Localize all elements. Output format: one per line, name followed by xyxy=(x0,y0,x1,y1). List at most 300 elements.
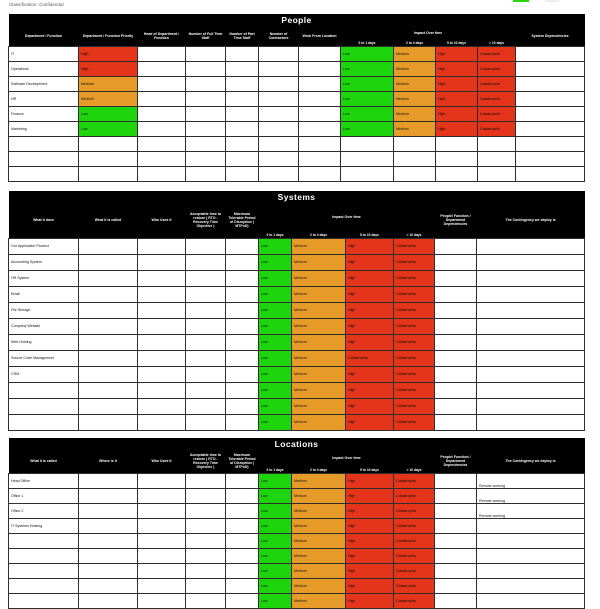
contingency-cell[interactable]: Remote working xyxy=(477,473,585,488)
impact-2-4-cell[interactable]: Medium xyxy=(292,318,346,334)
contingency-cell[interactable] xyxy=(477,318,585,334)
impact-2-4-cell[interactable]: Medium xyxy=(292,286,346,302)
impact-over-10-cell[interactable]: Catastrophic xyxy=(394,503,435,518)
department-cell[interactable]: Marketing xyxy=(9,121,79,136)
impact-5-10-cell[interactable]: High xyxy=(346,593,394,608)
where-is-it-cell[interactable] xyxy=(79,488,138,503)
who-uses-it-cell[interactable] xyxy=(138,318,186,334)
full-time-staff-cell[interactable] xyxy=(186,91,226,106)
location-name-cell[interactable]: Office 1 xyxy=(9,488,79,503)
who-uses-it-cell[interactable] xyxy=(138,254,186,270)
rto-cell[interactable] xyxy=(186,473,226,488)
head-of-department-cell[interactable] xyxy=(138,121,186,136)
impact-over-10-cell[interactable]: Catastrophic xyxy=(394,382,435,398)
mtpod-cell[interactable] xyxy=(226,533,259,548)
contingency-cell[interactable] xyxy=(477,238,585,254)
who-uses-it-cell[interactable] xyxy=(138,518,186,533)
department-dependencies-cell[interactable] xyxy=(435,382,477,398)
department-dependencies-cell[interactable] xyxy=(435,238,477,254)
department-dependencies-cell[interactable] xyxy=(435,578,477,593)
impact-0-1-cell[interactable]: Low xyxy=(259,488,292,503)
impact-0-1-cell[interactable]: Low xyxy=(259,398,292,414)
full-time-staff-cell[interactable] xyxy=(186,151,226,166)
department-cell[interactable]: Finance xyxy=(9,106,79,121)
impact-2-4-cell[interactable]: Medium xyxy=(292,350,346,366)
department-cell[interactable] xyxy=(9,166,79,181)
rto-cell[interactable] xyxy=(186,578,226,593)
priority-cell[interactable] xyxy=(79,151,138,166)
who-uses-it-cell[interactable] xyxy=(138,578,186,593)
impact-0-1-cell[interactable]: Low xyxy=(341,61,394,76)
mtpod-cell[interactable] xyxy=(226,503,259,518)
impact-0-1-cell[interactable]: Low xyxy=(341,106,394,121)
department-dependencies-cell[interactable] xyxy=(435,414,477,430)
impact-0-1-cell[interactable] xyxy=(341,151,394,166)
impact-2-4-cell[interactable]: Medium xyxy=(292,398,346,414)
impact-5-10-cell[interactable]: High xyxy=(346,533,394,548)
impact-0-1-cell[interactable]: Low xyxy=(259,548,292,563)
impact-2-4-cell[interactable]: Medium xyxy=(292,518,346,533)
impact-5-10-cell[interactable]: High xyxy=(346,488,394,503)
system-dependencies-cell[interactable] xyxy=(516,91,585,106)
impact-0-1-cell[interactable]: Low xyxy=(259,533,292,548)
work-from-location-cell[interactable] xyxy=(299,61,341,76)
who-uses-it-cell[interactable] xyxy=(138,593,186,608)
department-dependencies-cell[interactable] xyxy=(435,548,477,563)
who-uses-it-cell[interactable] xyxy=(138,382,186,398)
who-uses-it-cell[interactable] xyxy=(138,334,186,350)
who-uses-it-cell[interactable] xyxy=(138,366,186,382)
impact-5-10-cell[interactable]: High xyxy=(346,548,394,563)
impact-5-10-cell[interactable]: High xyxy=(436,46,478,61)
department-dependencies-cell[interactable] xyxy=(435,488,477,503)
head-of-department-cell[interactable] xyxy=(138,151,186,166)
impact-over-10-cell[interactable]: Catastrophic xyxy=(478,61,516,76)
head-of-department-cell[interactable] xyxy=(138,61,186,76)
impact-2-4-cell[interactable]: Medium xyxy=(394,46,436,61)
who-uses-it-cell[interactable] xyxy=(138,302,186,318)
what-it-is-called-cell[interactable] xyxy=(79,382,138,398)
rto-cell[interactable] xyxy=(186,350,226,366)
contractors-cell[interactable] xyxy=(259,76,299,91)
rto-cell[interactable] xyxy=(186,334,226,350)
system-name-cell[interactable]: Email xyxy=(9,286,79,302)
impact-over-10-cell[interactable] xyxy=(478,151,516,166)
impact-over-10-cell[interactable]: Catastrophic xyxy=(394,488,435,503)
impact-5-10-cell[interactable]: High xyxy=(346,254,394,270)
impact-2-4-cell[interactable]: Medium xyxy=(292,503,346,518)
impact-over-10-cell[interactable]: Catastrophic xyxy=(478,91,516,106)
rto-cell[interactable] xyxy=(186,593,226,608)
who-uses-it-cell[interactable] xyxy=(138,533,186,548)
impact-5-10-cell[interactable]: High xyxy=(346,334,394,350)
what-it-is-called-cell[interactable] xyxy=(79,334,138,350)
what-it-is-called-cell[interactable] xyxy=(79,286,138,302)
who-uses-it-cell[interactable] xyxy=(138,286,186,302)
contingency-cell[interactable] xyxy=(477,414,585,430)
impact-5-10-cell[interactable]: High xyxy=(346,302,394,318)
impact-2-4-cell[interactable]: Medium xyxy=(292,488,346,503)
contractors-cell[interactable] xyxy=(259,46,299,61)
where-is-it-cell[interactable] xyxy=(79,548,138,563)
system-dependencies-cell[interactable] xyxy=(516,151,585,166)
impact-2-4-cell[interactable]: Medium xyxy=(394,61,436,76)
system-name-cell[interactable]: File Storage xyxy=(9,302,79,318)
department-dependencies-cell[interactable] xyxy=(435,350,477,366)
system-dependencies-cell[interactable] xyxy=(516,121,585,136)
rto-cell[interactable] xyxy=(186,366,226,382)
impact-over-10-cell[interactable]: Catastrophic xyxy=(478,76,516,91)
location-name-cell[interactable] xyxy=(9,533,79,548)
contingency-cell[interactable]: Remote working xyxy=(477,503,585,518)
impact-5-10-cell[interactable]: High xyxy=(346,366,394,382)
impact-0-1-cell[interactable]: Low xyxy=(341,91,394,106)
system-name-cell[interactable]: Company Website xyxy=(9,318,79,334)
impact-0-1-cell[interactable]: Low xyxy=(259,318,292,334)
rto-cell[interactable] xyxy=(186,238,226,254)
mtpod-cell[interactable] xyxy=(226,366,259,382)
system-name-cell[interactable]: HR System xyxy=(9,270,79,286)
priority-cell[interactable] xyxy=(79,166,138,181)
work-from-location-cell[interactable] xyxy=(299,121,341,136)
system-name-cell[interactable]: Source Code Management xyxy=(9,350,79,366)
system-name-cell[interactable]: CRM xyxy=(9,366,79,382)
mtpod-cell[interactable] xyxy=(226,238,259,254)
impact-over-10-cell[interactable]: Catastrophic xyxy=(394,302,435,318)
impact-2-4-cell[interactable]: Medium xyxy=(292,382,346,398)
full-time-staff-cell[interactable] xyxy=(186,61,226,76)
contingency-cell[interactable] xyxy=(477,518,585,533)
department-cell[interactable]: IT xyxy=(9,46,79,61)
impact-2-4-cell[interactable]: Medium xyxy=(292,563,346,578)
rto-cell[interactable] xyxy=(186,270,226,286)
mtpod-cell[interactable] xyxy=(226,398,259,414)
impact-over-10-cell[interactable]: Catastrophic xyxy=(394,270,435,286)
impact-2-4-cell[interactable]: Medium xyxy=(394,91,436,106)
impact-over-10-cell[interactable]: Catastrophic xyxy=(478,46,516,61)
contingency-cell[interactable] xyxy=(477,366,585,382)
impact-5-10-cell[interactable]: High xyxy=(346,270,394,286)
impact-2-4-cell[interactable] xyxy=(394,151,436,166)
rto-cell[interactable] xyxy=(186,488,226,503)
department-dependencies-cell[interactable] xyxy=(435,302,477,318)
what-it-is-called-cell[interactable] xyxy=(79,302,138,318)
department-dependencies-cell[interactable] xyxy=(435,318,477,334)
impact-2-4-cell[interactable]: Medium xyxy=(292,302,346,318)
mtpod-cell[interactable] xyxy=(226,270,259,286)
impact-over-10-cell[interactable]: Catastrophic xyxy=(394,286,435,302)
full-time-staff-cell[interactable] xyxy=(186,121,226,136)
part-time-staff-cell[interactable] xyxy=(226,61,259,76)
work-from-location-cell[interactable] xyxy=(299,151,341,166)
impact-over-10-cell[interactable]: Catastrophic xyxy=(394,398,435,414)
department-cell[interactable]: HR xyxy=(9,91,79,106)
impact-over-10-cell[interactable]: Catastrophic xyxy=(394,350,435,366)
location-name-cell[interactable]: IT Systems Hosting xyxy=(9,518,79,533)
impact-5-10-cell[interactable] xyxy=(436,136,478,151)
head-of-department-cell[interactable] xyxy=(138,46,186,61)
impact-0-1-cell[interactable]: Low xyxy=(259,366,292,382)
system-dependencies-cell[interactable] xyxy=(516,136,585,151)
contingency-cell[interactable] xyxy=(477,302,585,318)
impact-5-10-cell[interactable] xyxy=(436,151,478,166)
location-name-cell[interactable]: Head Office xyxy=(9,473,79,488)
who-uses-it-cell[interactable] xyxy=(138,503,186,518)
rto-cell[interactable] xyxy=(186,286,226,302)
contingency-cell[interactable] xyxy=(477,254,585,270)
work-from-location-cell[interactable] xyxy=(299,46,341,61)
impact-0-1-cell[interactable]: Low xyxy=(259,382,292,398)
impact-0-1-cell[interactable]: Low xyxy=(259,350,292,366)
rto-cell[interactable] xyxy=(186,563,226,578)
department-dependencies-cell[interactable] xyxy=(435,366,477,382)
rto-cell[interactable] xyxy=(186,382,226,398)
department-dependencies-cell[interactable] xyxy=(435,563,477,578)
system-dependencies-cell[interactable] xyxy=(516,46,585,61)
priority-cell[interactable]: Medium xyxy=(79,76,138,91)
system-dependencies-cell[interactable] xyxy=(516,166,585,181)
department-dependencies-cell[interactable] xyxy=(435,398,477,414)
impact-0-1-cell[interactable]: Low xyxy=(259,473,292,488)
part-time-staff-cell[interactable] xyxy=(226,136,259,151)
system-dependencies-cell[interactable] xyxy=(516,76,585,91)
where-is-it-cell[interactable] xyxy=(79,473,138,488)
system-dependencies-cell[interactable] xyxy=(516,61,585,76)
where-is-it-cell[interactable] xyxy=(79,578,138,593)
part-time-staff-cell[interactable] xyxy=(226,121,259,136)
impact-5-10-cell[interactable]: High xyxy=(436,61,478,76)
impact-5-10-cell[interactable]: High xyxy=(346,318,394,334)
impact-2-4-cell[interactable]: Medium xyxy=(292,473,346,488)
impact-over-10-cell[interactable]: Catastrophic xyxy=(478,106,516,121)
where-is-it-cell[interactable] xyxy=(79,533,138,548)
work-from-location-cell[interactable] xyxy=(299,136,341,151)
impact-5-10-cell[interactable]: High xyxy=(346,382,394,398)
rto-cell[interactable] xyxy=(186,254,226,270)
impact-over-10-cell[interactable] xyxy=(478,136,516,151)
impact-0-1-cell[interactable] xyxy=(341,166,394,181)
part-time-staff-cell[interactable] xyxy=(226,91,259,106)
work-from-location-cell[interactable] xyxy=(299,91,341,106)
where-is-it-cell[interactable] xyxy=(79,503,138,518)
contingency-cell[interactable] xyxy=(477,334,585,350)
department-cell[interactable] xyxy=(9,151,79,166)
mtpod-cell[interactable] xyxy=(226,254,259,270)
impact-over-10-cell[interactable]: Catastrophic xyxy=(394,578,435,593)
department-dependencies-cell[interactable] xyxy=(435,270,477,286)
location-name-cell[interactable] xyxy=(9,578,79,593)
contingency-cell[interactable] xyxy=(477,548,585,563)
full-time-staff-cell[interactable] xyxy=(186,46,226,61)
impact-over-10-cell[interactable] xyxy=(478,166,516,181)
system-name-cell[interactable]: Web Hosting xyxy=(9,334,79,350)
impact-over-10-cell[interactable]: Catastrophic xyxy=(394,366,435,382)
impact-0-1-cell[interactable]: Low xyxy=(259,302,292,318)
contractors-cell[interactable] xyxy=(259,151,299,166)
impact-5-10-cell[interactable]: High xyxy=(346,473,394,488)
who-uses-it-cell[interactable] xyxy=(138,270,186,286)
impact-0-1-cell[interactable]: Low xyxy=(259,563,292,578)
impact-over-10-cell[interactable]: Catastrophic xyxy=(394,473,435,488)
contingency-cell[interactable] xyxy=(477,350,585,366)
system-name-cell[interactable] xyxy=(9,382,79,398)
mtpod-cell[interactable] xyxy=(226,563,259,578)
impact-5-10-cell[interactable]: High xyxy=(436,76,478,91)
contingency-cell[interactable] xyxy=(477,563,585,578)
impact-0-1-cell[interactable]: Low xyxy=(259,286,292,302)
what-it-is-called-cell[interactable] xyxy=(79,318,138,334)
impact-2-4-cell[interactable]: Medium xyxy=(292,366,346,382)
impact-5-10-cell[interactable]: High xyxy=(346,398,394,414)
impact-2-4-cell[interactable]: Medium xyxy=(292,270,346,286)
head-of-department-cell[interactable] xyxy=(138,106,186,121)
impact-over-10-cell[interactable]: Catastrophic xyxy=(394,518,435,533)
impact-2-4-cell[interactable]: Medium xyxy=(292,578,346,593)
impact-over-10-cell[interactable]: Catastrophic xyxy=(394,593,435,608)
impact-0-1-cell[interactable] xyxy=(341,136,394,151)
department-cell[interactable]: Operations xyxy=(9,61,79,76)
part-time-staff-cell[interactable] xyxy=(226,76,259,91)
impact-over-10-cell[interactable]: Catastrophic xyxy=(394,533,435,548)
who-uses-it-cell[interactable] xyxy=(138,548,186,563)
who-uses-it-cell[interactable] xyxy=(138,473,186,488)
impact-0-1-cell[interactable]: Low xyxy=(259,334,292,350)
impact-0-1-cell[interactable]: Low xyxy=(259,414,292,430)
impact-0-1-cell[interactable]: Low xyxy=(341,121,394,136)
where-is-it-cell[interactable] xyxy=(79,593,138,608)
contractors-cell[interactable] xyxy=(259,106,299,121)
mtpod-cell[interactable] xyxy=(226,302,259,318)
mtpod-cell[interactable] xyxy=(226,578,259,593)
rto-cell[interactable] xyxy=(186,533,226,548)
contingency-cell[interactable] xyxy=(477,578,585,593)
rto-cell[interactable] xyxy=(186,302,226,318)
impact-5-10-cell[interactable]: High xyxy=(346,503,394,518)
impact-5-10-cell[interactable]: High xyxy=(346,563,394,578)
department-dependencies-cell[interactable] xyxy=(435,533,477,548)
impact-5-10-cell[interactable]: High xyxy=(346,238,394,254)
contingency-cell[interactable] xyxy=(477,382,585,398)
impact-2-4-cell[interactable]: Medium xyxy=(394,106,436,121)
impact-5-10-cell[interactable]: High xyxy=(346,414,394,430)
what-it-is-called-cell[interactable] xyxy=(79,238,138,254)
who-uses-it-cell[interactable] xyxy=(138,350,186,366)
what-it-is-called-cell[interactable] xyxy=(79,414,138,430)
system-name-cell[interactable] xyxy=(9,414,79,430)
priority-cell[interactable] xyxy=(79,136,138,151)
impact-over-10-cell[interactable]: Catastrophic xyxy=(478,121,516,136)
impact-5-10-cell[interactable]: High xyxy=(346,578,394,593)
impact-0-1-cell[interactable]: Low xyxy=(341,76,394,91)
contingency-cell[interactable]: Remote working xyxy=(477,488,585,503)
impact-0-1-cell[interactable]: Low xyxy=(341,46,394,61)
department-dependencies-cell[interactable] xyxy=(435,593,477,608)
impact-over-10-cell[interactable]: Catastrophic xyxy=(394,334,435,350)
part-time-staff-cell[interactable] xyxy=(226,46,259,61)
department-dependencies-cell[interactable] xyxy=(435,254,477,270)
work-from-location-cell[interactable] xyxy=(299,76,341,91)
impact-0-1-cell[interactable]: Low xyxy=(259,254,292,270)
contingency-cell[interactable] xyxy=(477,593,585,608)
impact-2-4-cell[interactable] xyxy=(394,136,436,151)
mtpod-cell[interactable] xyxy=(226,414,259,430)
impact-5-10-cell[interactable]: High xyxy=(346,286,394,302)
priority-cell[interactable]: Low xyxy=(79,121,138,136)
contingency-cell[interactable] xyxy=(477,533,585,548)
impact-5-10-cell[interactable]: High xyxy=(436,121,478,136)
work-from-location-cell[interactable] xyxy=(299,106,341,121)
mtpod-cell[interactable] xyxy=(226,548,259,563)
who-uses-it-cell[interactable] xyxy=(138,488,186,503)
mtpod-cell[interactable] xyxy=(226,593,259,608)
mtpod-cell[interactable] xyxy=(226,518,259,533)
what-it-is-called-cell[interactable] xyxy=(79,366,138,382)
mtpod-cell[interactable] xyxy=(226,473,259,488)
impact-0-1-cell[interactable]: Low xyxy=(259,238,292,254)
what-it-is-called-cell[interactable] xyxy=(79,350,138,366)
head-of-department-cell[interactable] xyxy=(138,166,186,181)
impact-0-1-cell[interactable]: Low xyxy=(259,518,292,533)
impact-2-4-cell[interactable]: Medium xyxy=(394,76,436,91)
who-uses-it-cell[interactable] xyxy=(138,563,186,578)
impact-5-10-cell[interactable] xyxy=(436,166,478,181)
impact-over-10-cell[interactable]: Catastrophic xyxy=(394,548,435,563)
location-name-cell[interactable] xyxy=(9,563,79,578)
head-of-department-cell[interactable] xyxy=(138,91,186,106)
mtpod-cell[interactable] xyxy=(226,334,259,350)
contractors-cell[interactable] xyxy=(259,166,299,181)
where-is-it-cell[interactable] xyxy=(79,563,138,578)
mtpod-cell[interactable] xyxy=(226,382,259,398)
contingency-cell[interactable] xyxy=(477,398,585,414)
contractors-cell[interactable] xyxy=(259,121,299,136)
system-dependencies-cell[interactable] xyxy=(516,106,585,121)
impact-0-1-cell[interactable]: Low xyxy=(259,270,292,286)
full-time-staff-cell[interactable] xyxy=(186,76,226,91)
contractors-cell[interactable] xyxy=(259,61,299,76)
full-time-staff-cell[interactable] xyxy=(186,106,226,121)
impact-over-10-cell[interactable]: Catastrophic xyxy=(394,318,435,334)
location-name-cell[interactable] xyxy=(9,593,79,608)
part-time-staff-cell[interactable] xyxy=(226,106,259,121)
full-time-staff-cell[interactable] xyxy=(186,136,226,151)
part-time-staff-cell[interactable] xyxy=(226,166,259,181)
head-of-department-cell[interactable] xyxy=(138,136,186,151)
part-time-staff-cell[interactable] xyxy=(226,151,259,166)
impact-0-1-cell[interactable]: Low xyxy=(259,578,292,593)
head-of-department-cell[interactable] xyxy=(138,76,186,91)
where-is-it-cell[interactable] xyxy=(79,518,138,533)
department-cell[interactable] xyxy=(9,136,79,151)
rto-cell[interactable] xyxy=(186,398,226,414)
priority-cell[interactable]: Medium xyxy=(79,91,138,106)
department-cell[interactable]: Software Development xyxy=(9,76,79,91)
who-uses-it-cell[interactable] xyxy=(138,238,186,254)
system-name-cell[interactable] xyxy=(9,398,79,414)
department-dependencies-cell[interactable] xyxy=(435,334,477,350)
priority-cell[interactable]: Low xyxy=(79,106,138,121)
who-uses-it-cell[interactable] xyxy=(138,398,186,414)
impact-2-4-cell[interactable]: Medium xyxy=(292,548,346,563)
what-it-is-called-cell[interactable] xyxy=(79,270,138,286)
rto-cell[interactable] xyxy=(186,503,226,518)
work-from-location-cell[interactable] xyxy=(299,166,341,181)
impact-over-10-cell[interactable]: Catastrophic xyxy=(394,238,435,254)
location-name-cell[interactable] xyxy=(9,548,79,563)
impact-0-1-cell[interactable]: Low xyxy=(259,503,292,518)
impact-over-10-cell[interactable]: Catastrophic xyxy=(394,563,435,578)
mtpod-cell[interactable] xyxy=(226,350,259,366)
